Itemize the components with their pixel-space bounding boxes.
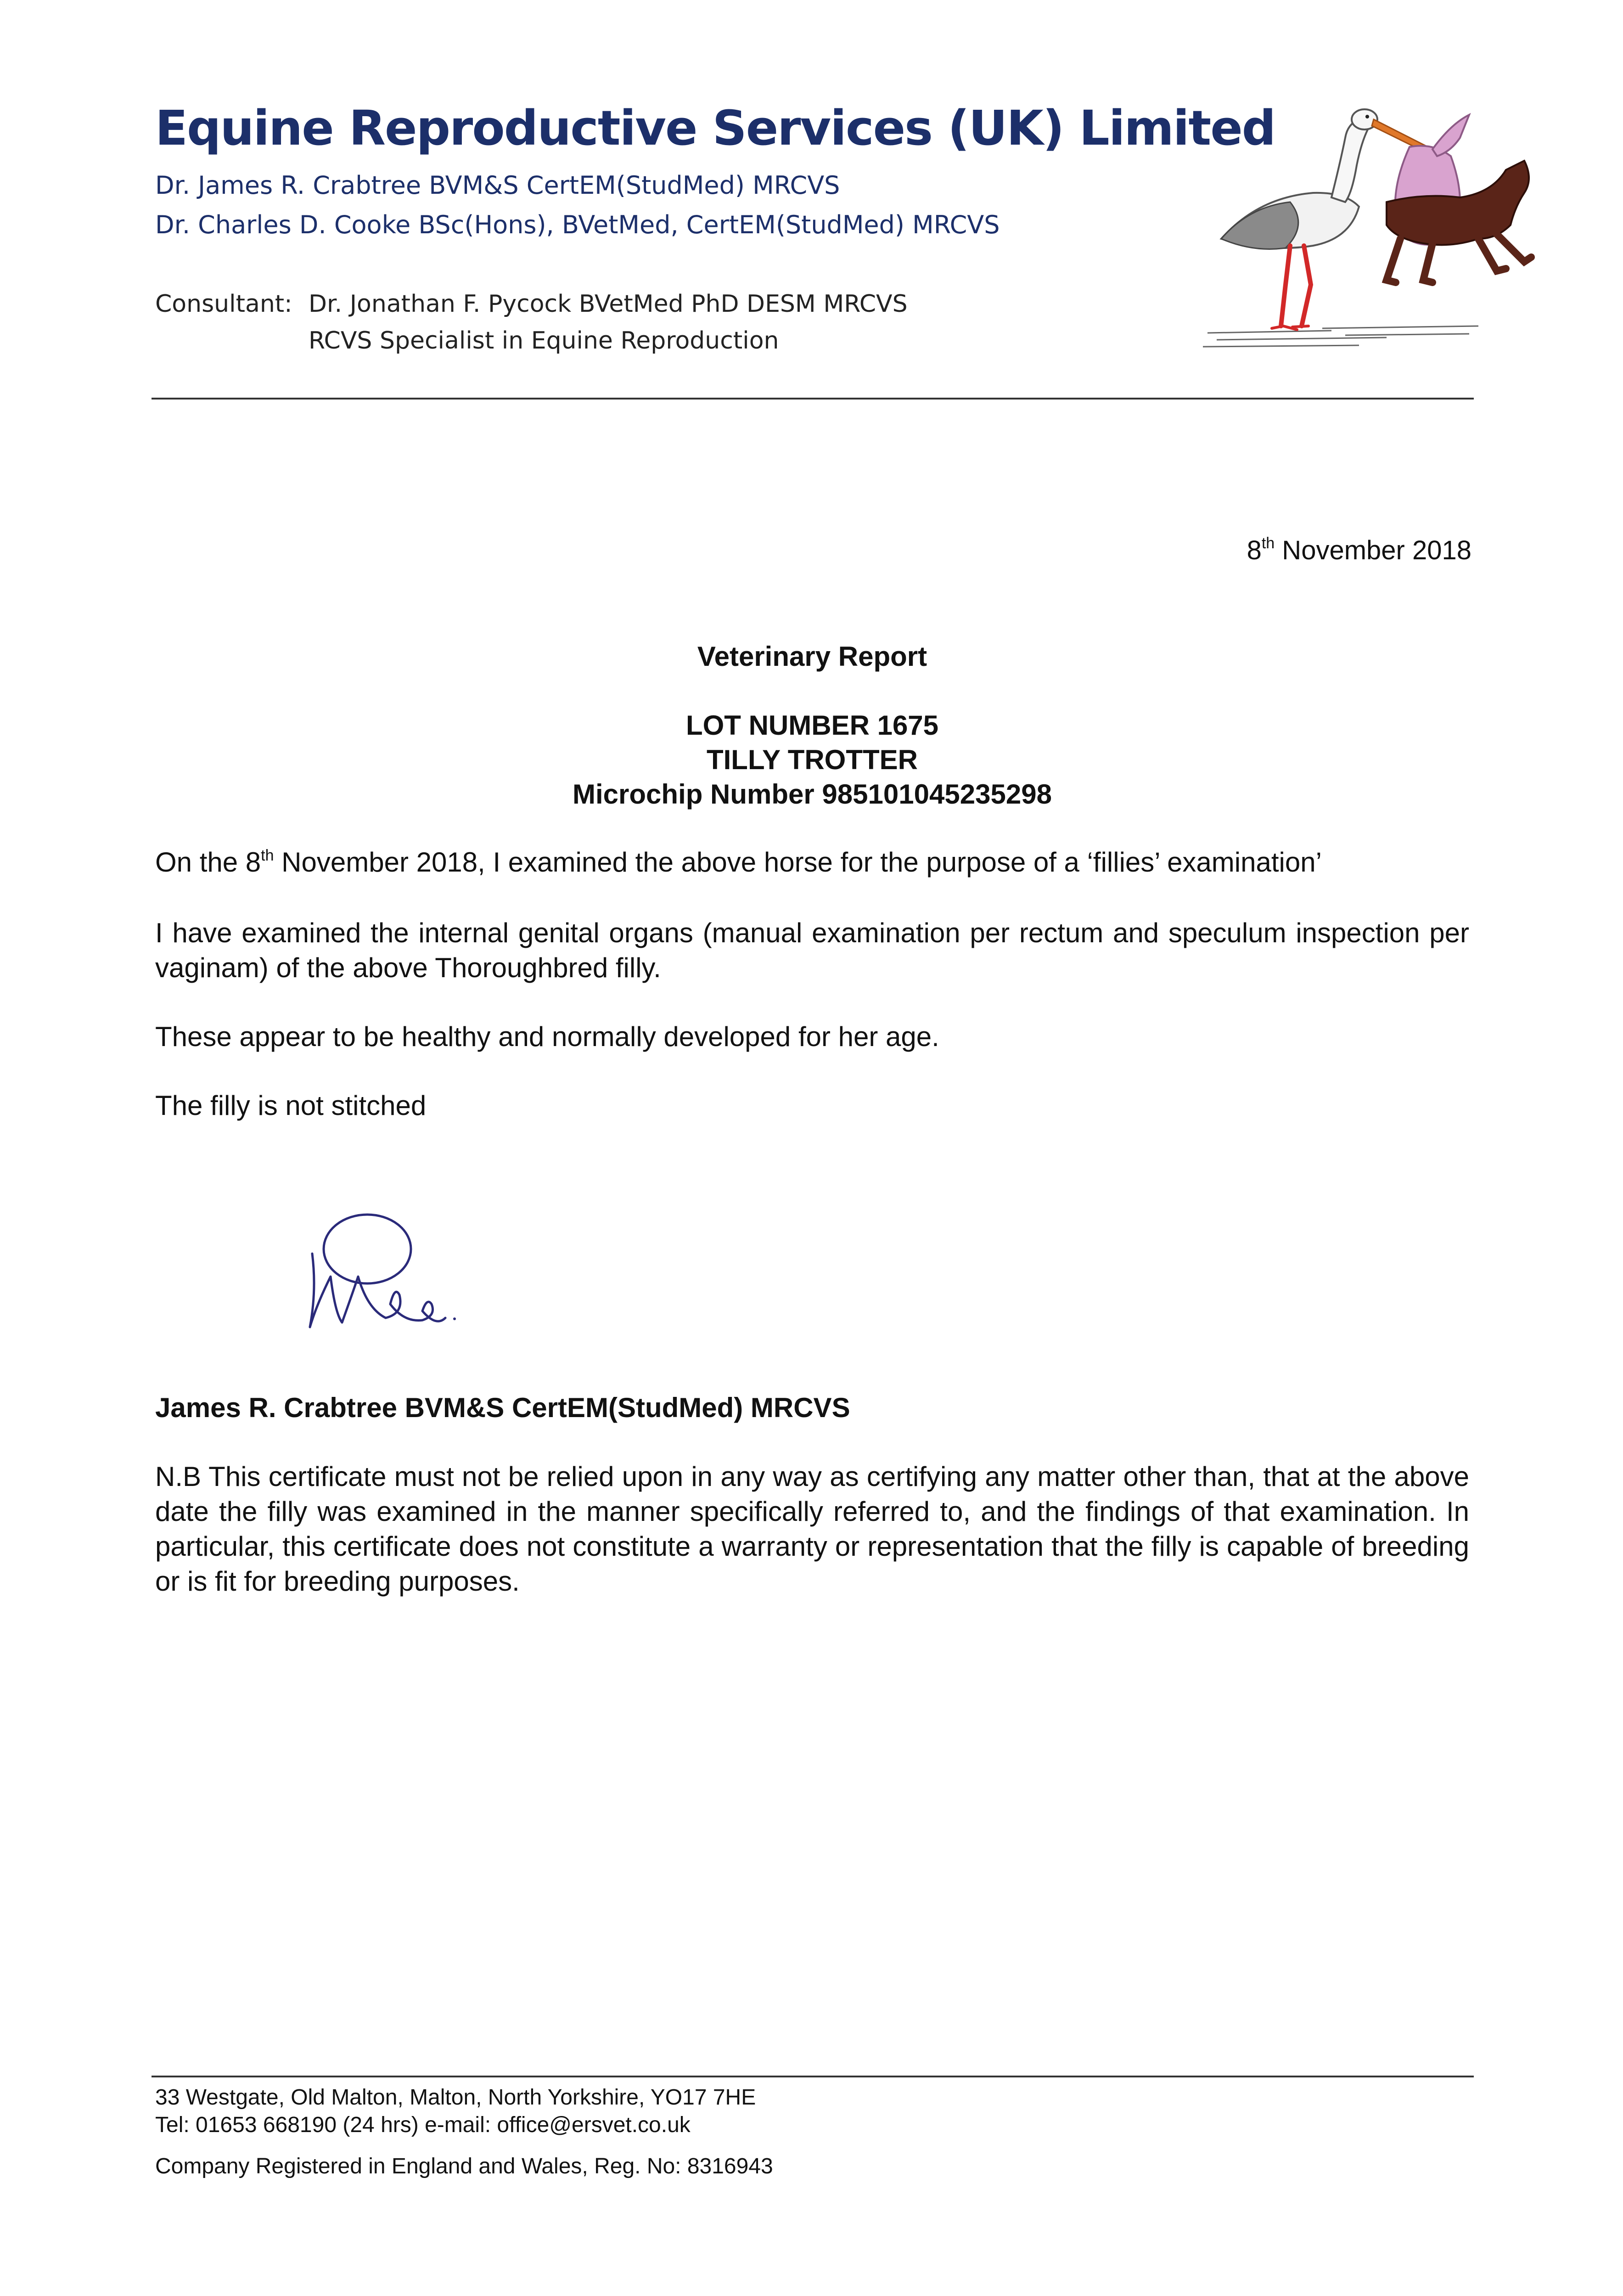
disclaimer: N.B This certificate must not be relied upon in any way as certifying any matter other than, that at the above date the filly was examined in the manner specifically referred to, and the findings of that examination. In particular, this certificate does not constitute a warranty or representation that the filly is capable of breeding or is fit for breeding purposes.: [155, 1461, 1469, 1597]
paragraph-1: On the 8th November 2018, I examined the above horse for the purpose of a ‘fillies’ examination’: [155, 847, 1322, 878]
footer-contact: Tel: 01653 668190 (24 hrs) e-mail: office@ersvet.co.uk: [155, 2113, 691, 2137]
footer-registration: Company Registered in England and Wales, Reg. No: 8316943: [155, 2154, 773, 2178]
microchip-number: Microchip Number 985101045235298: [573, 779, 1052, 810]
signature-icon: [298, 1199, 468, 1336]
paragraph-3: These appear to be healthy and normally developed for her age.: [155, 1021, 939, 1052]
lot-number: LOT NUMBER 1675: [685, 710, 939, 741]
company-name: Equine Reproductive Services (UK) Limited: [155, 100, 1275, 156]
vet-line-2: Dr. Charles D. Cooke BSc(Hons), BVetMed, CertEM(StudMed) MRCVS: [155, 210, 1000, 239]
consultant-label: Consultant:: [155, 290, 292, 318]
consultant-name: Dr. Jonathan F. Pycock BVetMed PhD DESM MRCVS: [309, 290, 908, 318]
signatory-name: James R. Crabtree BVM&S CertEM(StudMed) MRCVS: [155, 1392, 850, 1423]
paragraph-4: The filly is not stitched: [155, 1090, 427, 1121]
footer-address: 33 Westgate, Old Malton, Malton, North Yorkshire, YO17 7HE: [155, 2085, 756, 2110]
letter-date: 8th November 2018: [1247, 535, 1471, 565]
horse-name: TILLY TROTTER: [706, 744, 918, 775]
footer-rule: [152, 2076, 1474, 2077]
header-rule: [152, 398, 1474, 400]
stork-logo-icon: [1194, 87, 1543, 363]
report-title: Veterinary Report: [697, 641, 927, 672]
paragraph-2: I have examined the internal genital organs (manual examination per rectum and speculum inspection per vaginam) of the above Thoroughbred filly.: [155, 917, 1469, 983]
consultant-title: RCVS Specialist in Equine Reproduction: [309, 327, 779, 355]
vet-line-1: Dr. James R. Crabtree BVM&S CertEM(StudMed) MRCVS: [155, 171, 840, 200]
